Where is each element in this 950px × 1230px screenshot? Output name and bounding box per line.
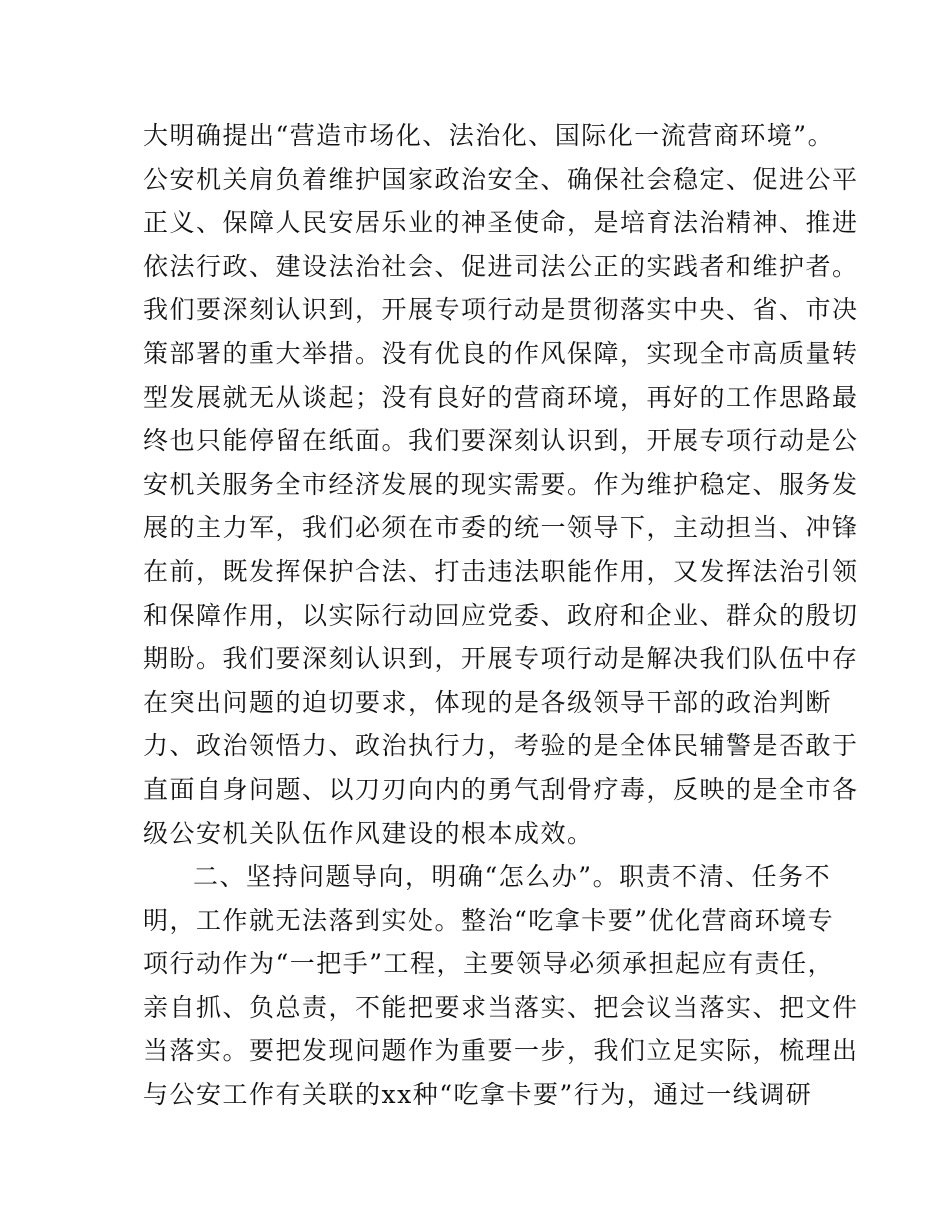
text-line: 终也只能停留在纸面。我们要深刻认识到，开展专项行动是公 [143,426,859,456]
text-line: 当落实。要把发现问题作为重要一步，我们立足实际，梳理出 [143,1036,859,1066]
text-line: 与公安工作有关联的xx种“吃拿卡要”行为，通过一线调研 [143,1080,813,1110]
text-line: 大明确提出“营造市场化、法治化、国际化一流营商环境”。 [143,121,835,150]
text-line: 期盼。我们要深刻认识到，开展专项行动是解决我们队伍中存 [143,644,859,674]
text-line: 型发展就无从谈起；没有良好的营商环境，再好的工作思路最 [143,382,859,412]
text-line: 明，工作就无法落到实处。整治“吃拿卡要”优化营商环境专 [143,905,835,935]
text-line: 正义、保障人民安居乐业的神圣使命，是培育法治精神、推进 [143,208,859,238]
text-line: 在突出问题的迫切要求，体现的是各级领导干部的政治判断 [143,687,833,717]
text-line: 策部署的重大举措。没有优良的作风保障，实现全市高质量转 [143,338,859,368]
text-line: 安机关服务全市经济发展的现实需要。作为维护稳定、服务发 [143,469,859,499]
text-line: 亲自抓、负总责，不能把要求当落实、把会议当落实、把文件 [143,992,859,1022]
text-line: 我们要深刻认识到，开展专项行动是贯彻落实中央、省、市决 [143,295,859,325]
text-line: 展的主力军，我们必须在市委的统一领导下，主动担当、冲锋 [143,513,859,543]
section-heading-line: 二、坚持问题导向，明确“怎么办”。职责不清、任务不 [193,862,832,892]
text-line: 直面自身问题、以刀刃向内的勇气刮骨疗毒，反映的是全市各 [143,774,859,804]
text-line: 公安机关肩负着维护国家政治安全、确保社会稳定、促进公平 [143,164,859,194]
text-line: 力、政治领悟力、政治执行力，考验的是全体民辅警是否敢于 [143,731,859,761]
document-body [143,114,859,1117]
text-line: 级公安机关队伍作风建设的根本成效。 [143,818,594,848]
text-line: 和保障作用，以实际行动回应党委、政府和企业、群众的殷切 [143,600,859,630]
text-line: 项行动作为“一把手”工程，主要领导必须承担起应有责任， [143,949,835,979]
text-line: 依法行政、建设法治社会、促进司法公正的实践者和维护者。 [143,251,859,281]
text-line: 在前，既发挥保护合法、打击违法职能作用，又发挥法治引领 [143,556,859,586]
